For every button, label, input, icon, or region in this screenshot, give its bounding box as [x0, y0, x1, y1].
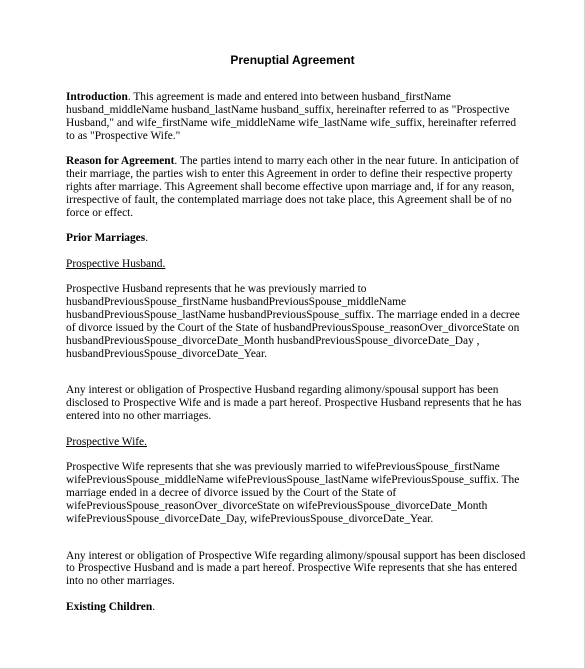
prior-marriages-heading: Prior Marriages [66, 232, 146, 245]
prior-marriages-heading-line [66, 232, 526, 245]
wife-section-paragraph: Prospective Wife represents that she was previously married to wifePreviousSpouse_firstName wifePreviousSpouse_middleName wifePreviousSpouse_lastName wifePreviousSpouse_suffix. The marriage ended in a decree of divorce issued by the Court of the State of wifePreviousSpouse_reasonOver_divorceState on wifePreviousSpouse_divorceDate_Month wifePreviousSpouse_divorceDate_Day, wifePreviousSpouse_divorceDate_Year. [66, 461, 520, 525]
reason-heading: Reason for Agreement [66, 155, 175, 168]
reason-text: . The parties intend to marry each other in the near future. In anticipation of their marriage, the parties wish to enter this Agreement in order to define their respective property rights after marriage. This Agreement shall become effective upon marriage and, if for any reason, irrespective of fault, the contemplated marriage does not take place, this Agreement shall be of no force or effect. [66, 155, 519, 219]
prior-marriages-period: . [145, 232, 149, 245]
existing-children-heading-line [66, 601, 526, 614]
husband-section-heading-line [66, 258, 526, 271]
introduction-heading: Introduction [66, 91, 128, 103]
reason-paragraph [66, 155, 526, 220]
introduction-paragraph [66, 91, 526, 143]
husband-section-heading: Prospective Husband. [66, 257, 166, 270]
document-body [66, 91, 526, 626]
existing-children-period: . [152, 600, 156, 613]
wife-section-heading-line [66, 436, 526, 449]
existing-children-heading: Existing Children [66, 600, 153, 613]
wife-section-heading: Prospective Wife. [66, 435, 147, 448]
wife-support-paragraph: Any interest or obligation of Prospective Wife regarding alimony/spousal support has been disclosed to Prospective Husband and is made a part hereof. Prospective Wife represents that she has entered into no other marriages. [66, 549, 526, 588]
husband-support-paragraph: Any interest or obligation of Prospective Husband regarding alimony/spousal support has been disclosed to Prospective Wife and is made a part hereof. Prospective Husband represents that he has entered into no other marriages. [66, 384, 522, 423]
document-title: Prenuptial Agreement [230, 53, 355, 67]
introduction-text: . This agreement is made and entered into between husband_firstName husband_middleName husband_lastName husband_suffix, hereinafter referred to as "Prospective Husband," and wife_firstName wife_middleName wife_lastName wife_suffix, hereinafter referred to as "Prospective Wife." [66, 91, 517, 142]
husband-section-paragraph: Prospective Husband represents that he was previously married to husbandPreviousSpouse_firstName husbandPreviousSpouse_middleName husbandPreviousSpouse_lastName husbandPreviousSpouse_suffix. The marriage ended in a decree of divorce issued by the Court of the State of husbandPreviousSpouse_reasonOver_divorceState on husbandPreviousSpouse_divorceDate_Month husbandPreviousSpouse_divorceDate_Day , husbandPreviousSpouse_divorceDate_Year. [66, 282, 520, 360]
